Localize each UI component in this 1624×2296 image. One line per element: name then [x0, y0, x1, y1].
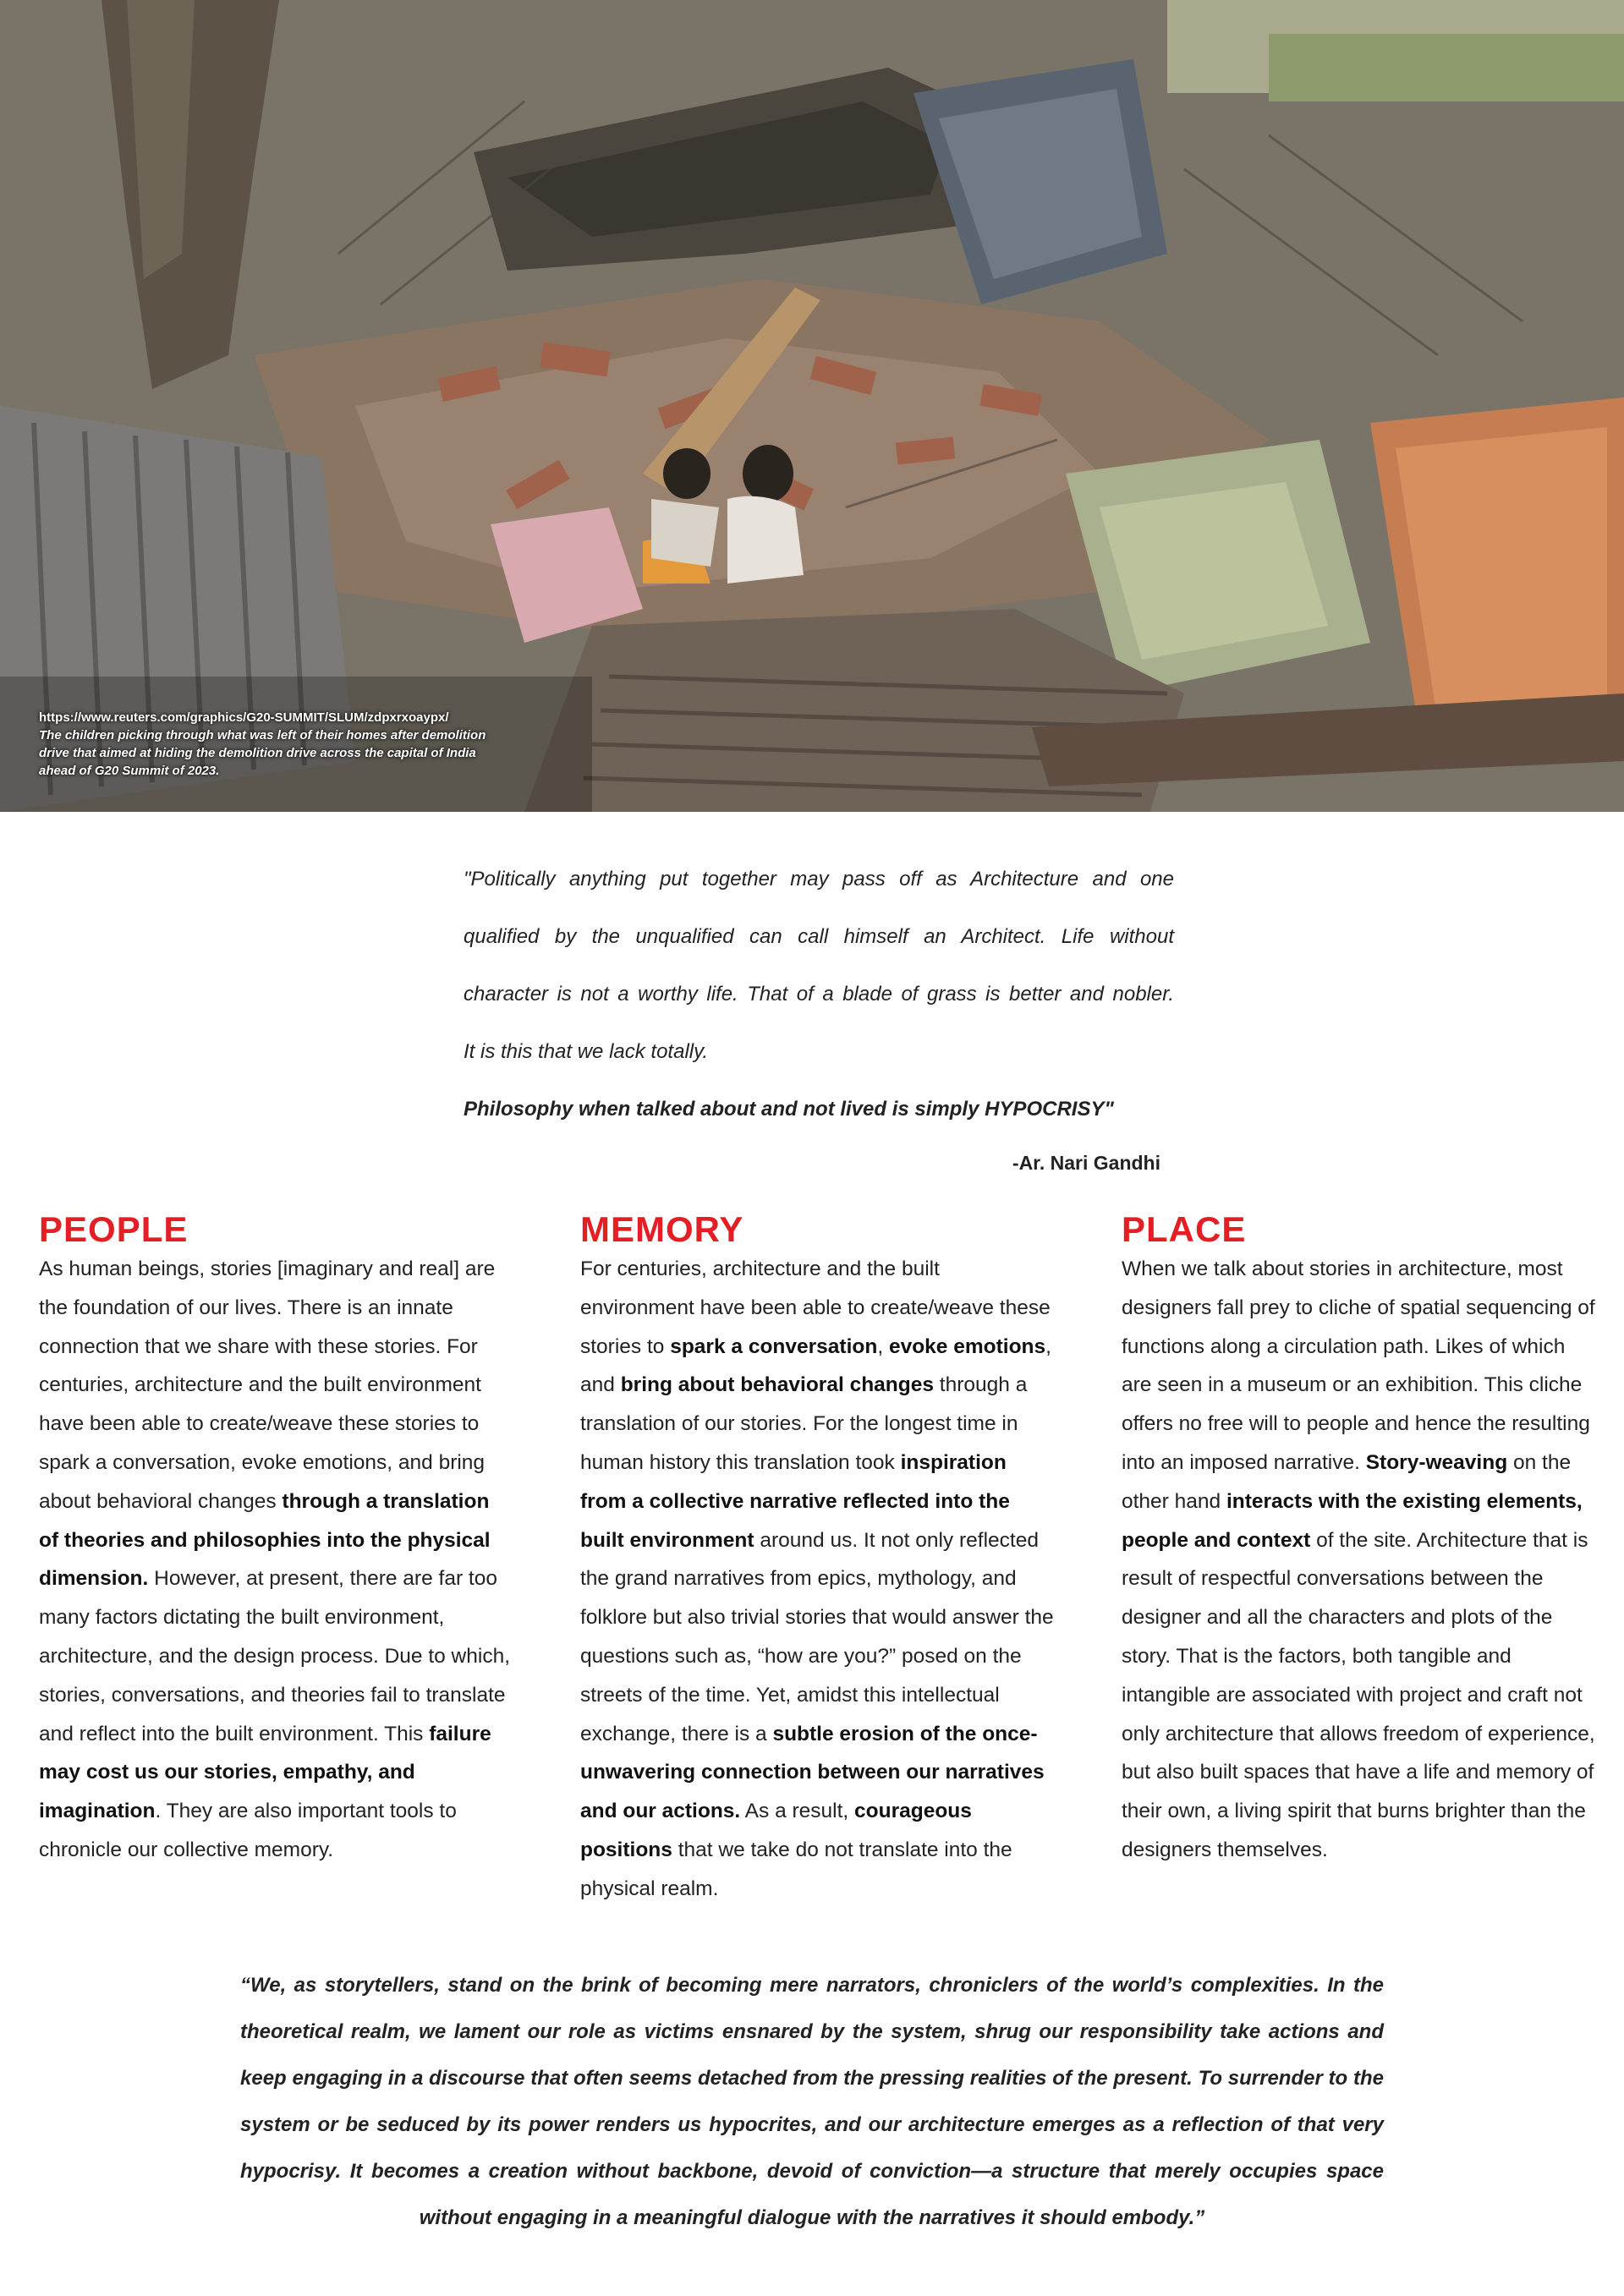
column-heading: MEMORY — [580, 1209, 744, 1249]
body-text: on the other hand — [1122, 1450, 1572, 1513]
body-text: . They are also important tools to chronicle our collective memory. — [39, 1800, 457, 1861]
body-text: As a result, — [740, 1800, 855, 1823]
quote-bold-line: Philosophy when talked about and not lived is simply HYPOCRISY" — [464, 1098, 1114, 1121]
photo-caption — [39, 709, 513, 780]
emphasis-text: subtle erosion of the once-unwavering connection between our narratives and our actions. — [580, 1722, 1045, 1823]
column-place — [1122, 1206, 1595, 1870]
column-body — [1122, 1250, 1595, 1870]
quote-attribution: -Ar. Nari Gandhi — [1012, 1152, 1160, 1174]
body-text: When we talk about stories in architecture, most designers fall prey to cliche of spatial sequencing of functions along a circulation path. Likes of which are seen in a museum or an exhibition. This cliche offers no free will to people and hence the resulting into an imposed narrative. — [1122, 1258, 1595, 1474]
opening-quote — [464, 854, 1174, 1142]
quote-line: It is this that we lack totally. — [464, 1040, 708, 1063]
closing-quote: “We, as storytellers, stand on the brink of becoming mere narrators, chroniclers of the world’s complexities. In the theoretical realm, we lament our role as victims ensnared by the system, shrug our responsibility take actions and keep engaging in a discourse that often seems detached from the pressing realities of the present. To surrender to the system or be seduced by its power renders us hypocrites, and our architecture emerges as a reflection of that very hypocrisy. It becomes a creation without backbone, devoid of conviction—a structure that merely occupies space without engaging in a meaningful dialogue with the narratives it should embody.” — [240, 1974, 1384, 2229]
emphasis-text: bring about behavioral changes — [620, 1373, 934, 1397]
emphasis-text: courageous positions — [580, 1800, 972, 1861]
emphasis-text: failure may cost us our stories, empathy, and imagination — [39, 1722, 491, 1823]
emphasis-text: inspiration from a collective narrative reflected into the built environment — [580, 1450, 1010, 1552]
body-text: of the site. Architecture that is result of respectful conversations between the designer and all the characters and plots of the story. That is the factors, both tangible and intangible are associated with project and craft not only architecture that allows freedom of experience, but also built spaces that have a life and memory of their own, a living spirit that burns brighter than the designers themselves. — [1122, 1528, 1595, 1861]
emphasis-text: Story-weaving — [1365, 1450, 1508, 1474]
caption-text: The children picking through what was left of their homes after demolition drive that aimed at hiding the demolition drive across the capital of India ahead of G20 Summit of 2023. — [39, 728, 486, 778]
body-text: As human beings, stories [imaginary and real] are the foundation of our lives. There is an innate connection that we share with these stories. For centuries, architecture and the built environment have been able to create/weave these stories to spark a conversation, evoke emotions, and bring about behavioral changes — [39, 1258, 496, 1513]
body-text: that we take do not translate into the physical realm. — [580, 1838, 1012, 1900]
body-text: through a translation of our stories. For the longest time in human history this translation took — [580, 1373, 1028, 1474]
column-people — [39, 1206, 513, 1870]
column-memory — [580, 1206, 1054, 1909]
quote-line: qualified by the unqualified can call himself an Architect. Life without — [464, 925, 1174, 948]
emphasis-text: through a translation of theories and philosophies into the physical dimension. — [39, 1489, 491, 1591]
body-text: For centuries, architecture and the built environment have been able to create/weave these stories to — [580, 1258, 1051, 1358]
body-text: , and — [580, 1334, 1051, 1397]
column-heading: PEOPLE — [39, 1209, 189, 1249]
hero-photo — [0, 0, 1624, 812]
body-text: around us. It not only reflected the grand narratives from epics, mythology, and folklore but also trivial stories that would answer the questions such as, “how are you?” posed on the streets of the time. Yet, amidst this intellectual exchange, there is a — [580, 1528, 1054, 1745]
column-body — [39, 1250, 513, 1870]
quote-line: character is not a worthy life. That of a blade of grass is better and nobler. — [464, 983, 1174, 1006]
emphasis-text: spark a conversation — [670, 1334, 878, 1358]
column-body — [580, 1250, 1054, 1909]
caption-url[interactable]: https://www.reuters.com/graphics/G20-SUMMIT/SLUM/zdpxrxoaypx/ — [39, 710, 449, 725]
body-text: , — [877, 1334, 889, 1358]
body-text: However, at present, there are far too many factors dictating the built environment, architecture, and the design process. Due to which, stories, conversations, and theories fail to translate and reflect into the built environment. This — [39, 1567, 511, 1745]
emphasis-text: evoke emotions — [888, 1334, 1046, 1358]
column-heading: PLACE — [1122, 1209, 1247, 1249]
quote-line: "Politically anything put together may pass off as Architecture and one — [464, 868, 1174, 890]
emphasis-text: interacts with the existing elements, people and context — [1122, 1489, 1583, 1552]
rubble-scene-illustration — [0, 0, 1624, 812]
